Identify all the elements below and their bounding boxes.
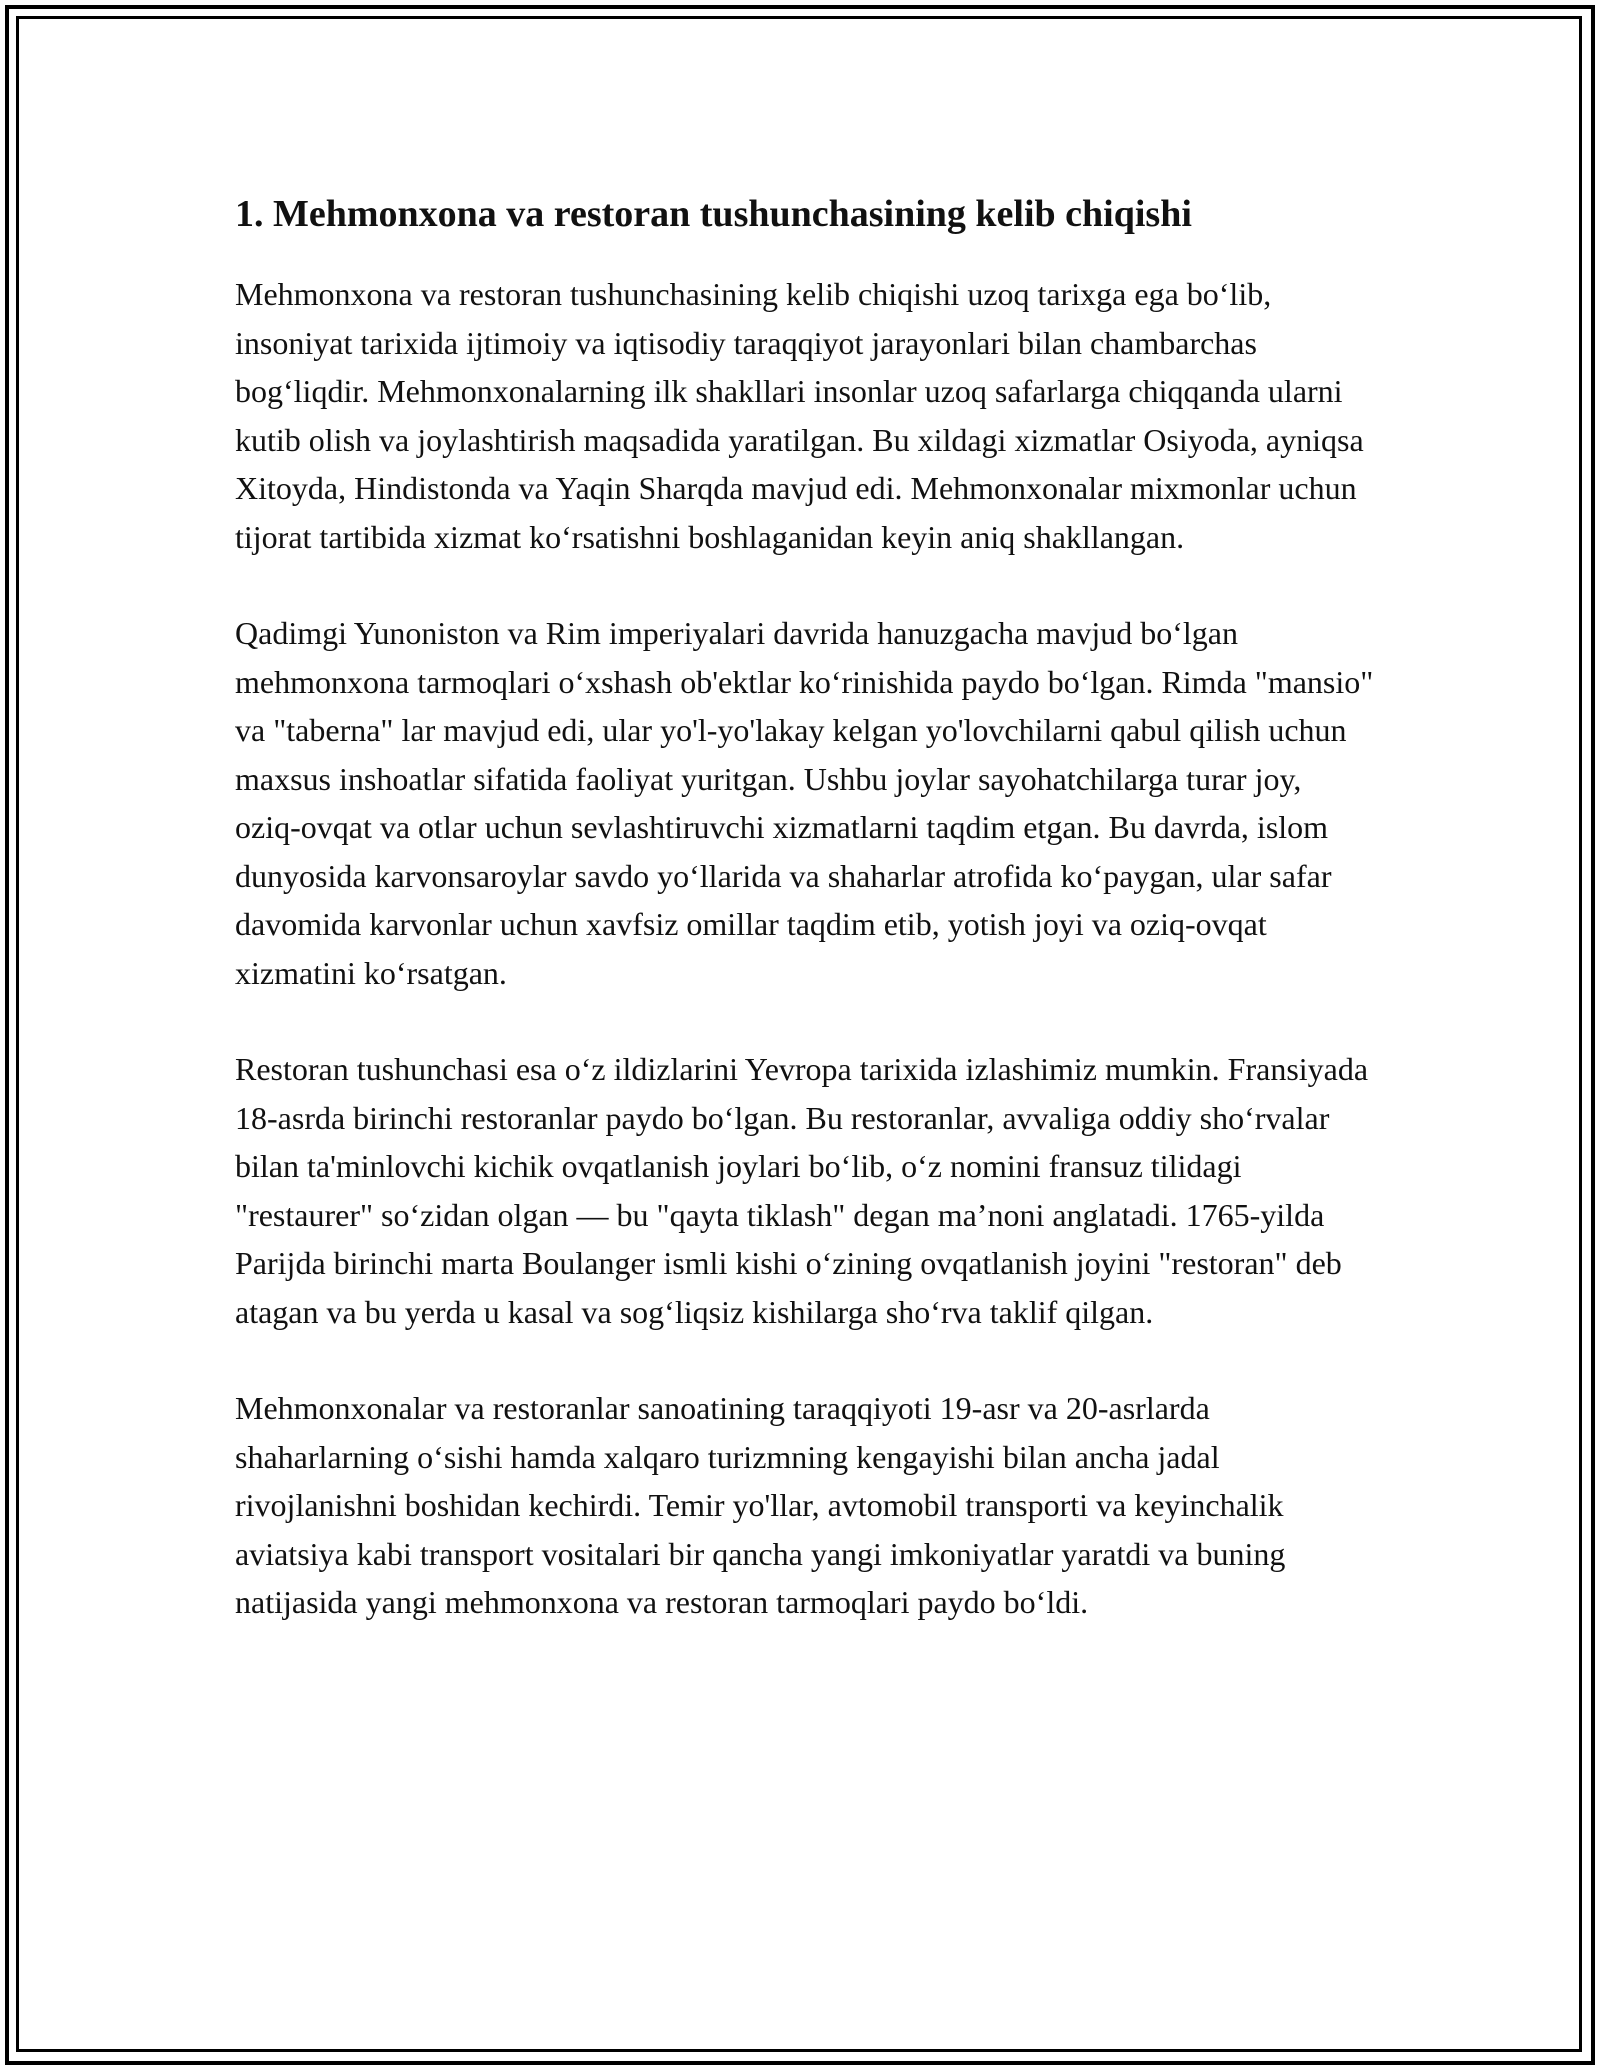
paragraph: Restoran tushunchasi esa o‘z ildizlarini Yevropa tarixida izlashimiz mumkin. Fransiyada 18-asrda birinchi restoranlar paydo bo‘lgan. Bu restoranlar, avvaliga oddiy sho‘rvalar bilan ta'minlovchi kichik ovqatlanish joylari bo‘lib, o‘z nomini fransuz tilidagi "restaurer" so‘zidan olgan — bu "qayta tiklash" degan ma’noni anglatadi. 1765-yilda Parijda birinchi marta Boulanger ismli kishi o‘zining ovqatlanish joyini "restoran" deb atagan va bu yerda u kasal va sog‘liqsiz kishilarga sho‘rva taklif qilgan.: [235, 1051, 1369, 1330]
document-body: [235, 186, 1375, 1675]
paragraph: Mehmonxona va restoran tushunchasining kelib chiqishi uzoq tarixga ega bo‘lib, insoniyat tarixida ijtimoiy va iqtisodiy taraqqiyot jarayonlari bilan chambarchas bog‘liqdir. Mehmonxonalarning ilk shakllari insonlar uzoq safarlarga chiqqanda ularni kutib olish va joylashtirish maqsadida yaratilgan. Bu xildagi xizmatlar Osiyoda, ayniqsa Xitoyda, Hindistonda va Yaqin Sharqda mavjud edi. Mehmonxonalar mixmonlar uchun tijorat tartibida xizmat ko‘rsatishni boshlaganidan keyin aniq shakllangan.: [235, 276, 1364, 555]
paragraph: Mehmonxonalar va restoranlar sanoatining taraqqiyoti 19-asr va 20-asrlarda shaharlarning o‘sishi hamda xalqaro turizmning kengayishi bilan ancha jadal rivojlanishni boshidan kechirdi. Temir yo'llar, avtomobil transporti va keyinchalik aviatsiya kabi transport vositalari bir qancha yangi imkoniyatlar yaratdi va buning natijasida yangi mehmonxona va restoran tarmoqlari paydo bo‘ldi.: [235, 1390, 1286, 1620]
section-heading: 1. Mehmonxona va restoran tushunchasining kelib chiqishi: [235, 193, 1192, 235]
paragraph: Qadimgi Yunoniston va Rim imperiyalari davrida hanuzgacha mavjud bo‘lgan mehmonxona tarmoqlari o‘xshash ob'ektlar ko‘rinishida paydo bo‘lgan. Rimda "mansio" va "taberna" lar mavjud edi, ular yo'l-yo'lakay kelgan yo'lovchilarni qabul qilish uchun maxsus inshoatlar sifatida faoliyat yuritgan. Ushbu joylar sayohatchilarga turar joy, oziq-ovqat va otlar uchun sevlashtiruvchi xizmatlarni taqdim etgan. Bu davrda, islom dunyosida karvonsaroylar savdo yo‘llarida va shaharlar atrofida ko‘paygan, ular safar davomida karvonlar uchun xavfsiz omillar taqdim etib, yotish joyi va oziq-ovqat xizmatini ko‘rsatgan.: [235, 615, 1374, 991]
